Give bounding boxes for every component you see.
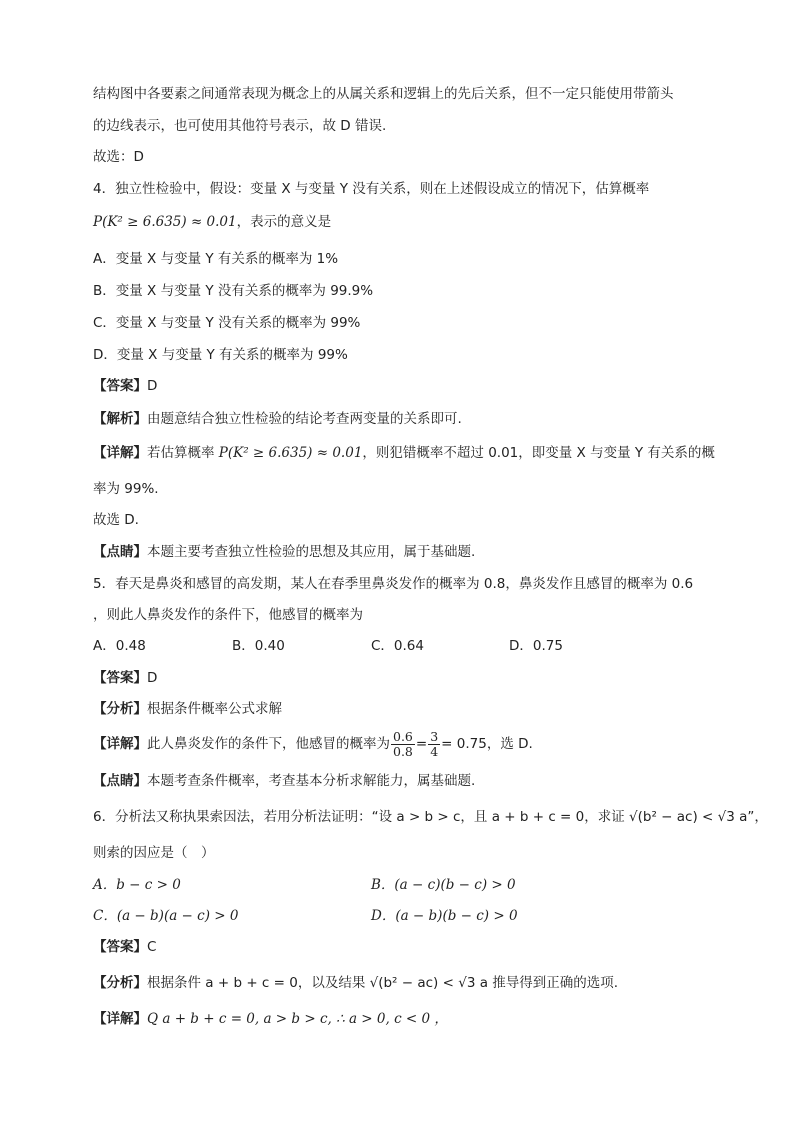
comment-text: 本题考查条件概率，考查基本分析求解能力，属基础题. (147, 773, 476, 789)
detail-formula: P(K² ≥ 6.635) ≈ 0.01 (218, 445, 363, 461)
q6-option-c: C．(a − b)(a − c) > 0 (93, 908, 239, 924)
detail-tag: 【详解】 (93, 1011, 147, 1027)
q4-answer (93, 377, 157, 395)
fraction-2-denominator: 4 (430, 743, 439, 759)
q5-option-b: B．0.40 (232, 638, 285, 654)
detail-pre: 此人鼻炎发作的条件下，他感冒的概率为 (147, 736, 390, 752)
analysis-text: 由题意结合独立性检验的结论考查两变量的关系即可. (147, 411, 462, 427)
answer-tag: 【答案】 (93, 378, 147, 394)
answer-tag: 【答案】 (93, 670, 147, 686)
q5-stem-line1: 5．春天是鼻炎和感冒的高发期，某人在春季里鼻炎发作的概率为 0.8，鼻炎发作且感冒的概率为 0.6 (93, 576, 694, 592)
q6-option-a: A．b − c > 0 (93, 877, 181, 893)
detail-text: Q a + b + c = 0, a > b > c, ∴ a > 0, c < 0 ， (147, 1011, 448, 1027)
q4-option-a: A．变量 X 与变量 Y 有关系的概率为 1% (93, 251, 339, 267)
fraction-1-numerator: 0.6 (393, 728, 413, 744)
q4-detail-line2: 率为 99%. (93, 481, 159, 497)
answer-value: D (147, 670, 158, 686)
q6-option-b: B．(a − c)(b − c) > 0 (371, 877, 516, 893)
q6-stem-line2: 则索的因应是（ ） (93, 845, 215, 861)
comment-tag: 【点睛】 (93, 773, 147, 789)
q6-stem-line1: 6．分析法又称执果索因法，若用分析法证明：“设 a > b > c，且 a + b + c = 0，求证 √(b² − ac) < √3 a”， (93, 809, 768, 825)
q5-detail (93, 728, 533, 760)
q3-text-line2: 的边线表示，也可使用其他符号表示，故 D 错误. (93, 118, 387, 134)
q3-answer: 故选：D (93, 149, 144, 165)
q4-option-b: B．变量 X 与变量 Y 没有关系的概率为 99.9% (93, 283, 374, 299)
detail-tag: 【详解】 (93, 736, 147, 752)
analysis-tag: 【分析】 (93, 701, 147, 717)
q5-option-a: A．0.48 (93, 638, 146, 654)
q6-answer (93, 938, 156, 956)
q4-detail-line1 (93, 444, 715, 462)
analysis-text: 根据条件 a + b + c = 0，以及结果 √(b² − ac) < √3 a 推导得到正确的选项. (147, 975, 619, 991)
fraction-1-denominator: 0.8 (393, 743, 413, 759)
comment-text: 本题主要考查独立性检验的思想及其应用，属于基础题. (147, 544, 476, 560)
q4-stem-line2 (93, 213, 331, 231)
q5-comment (93, 772, 475, 790)
detail-pre: 若估算概率 (147, 445, 219, 461)
equals-sign: = (415, 736, 428, 752)
q4-analysis (93, 410, 462, 428)
q5-stem-line2: ，则此人鼻炎发作的条件下，他感冒的概率为 (93, 607, 363, 623)
q4-option-c: C．变量 X 与变量 Y 没有关系的概率为 99% (93, 315, 361, 331)
q4-stem-formula: P(K² ≥ 6.635) ≈ 0.01 (93, 214, 237, 230)
q5-option-c: C．0.64 (371, 638, 424, 654)
q4-stem-tail: ，表示的意义是 (236, 214, 332, 230)
q6-detail (93, 1010, 448, 1028)
q5-answer (93, 669, 157, 687)
comment-tag: 【点睛】 (93, 544, 147, 560)
answer-value: D (147, 378, 158, 394)
q4-choose: 故选 D. (93, 512, 139, 528)
q6-analysis (93, 974, 618, 992)
q4-comment (93, 543, 475, 561)
q6-option-d: D．(a − b)(b − c) > 0 (371, 908, 518, 924)
q5-analysis (93, 700, 282, 718)
fraction-1 (391, 730, 415, 759)
analysis-text: 根据条件概率公式求解 (147, 701, 282, 717)
q3-text-line1: 结构图中各要素之间通常表现为概念上的从属关系和逻辑上的先后关系，但不一定只能使用带箭头 (93, 86, 674, 102)
fraction-2-numerator: 3 (430, 728, 439, 744)
analysis-tag: 【解析】 (93, 411, 147, 427)
fraction-2 (428, 730, 440, 759)
q4-option-d: D．变量 X 与变量 Y 有关系的概率为 99% (93, 347, 348, 363)
detail-post: = 0.75，选 D. (441, 736, 533, 752)
q5-option-d: D．0.75 (509, 638, 563, 654)
answer-tag: 【答案】 (93, 939, 147, 955)
q4-stem-line1: 4．独立性检验中，假设：变量 X 与变量 Y 没有关系，则在上述假设成立的情况下，估算概率 (93, 181, 650, 197)
detail-tag: 【详解】 (93, 445, 147, 461)
answer-value: C (147, 939, 157, 955)
detail-post: ，则犯错概率不超过 0.01，即变量 X 与变量 Y 有关系的概 (362, 445, 715, 461)
analysis-tag: 【分析】 (93, 975, 147, 991)
